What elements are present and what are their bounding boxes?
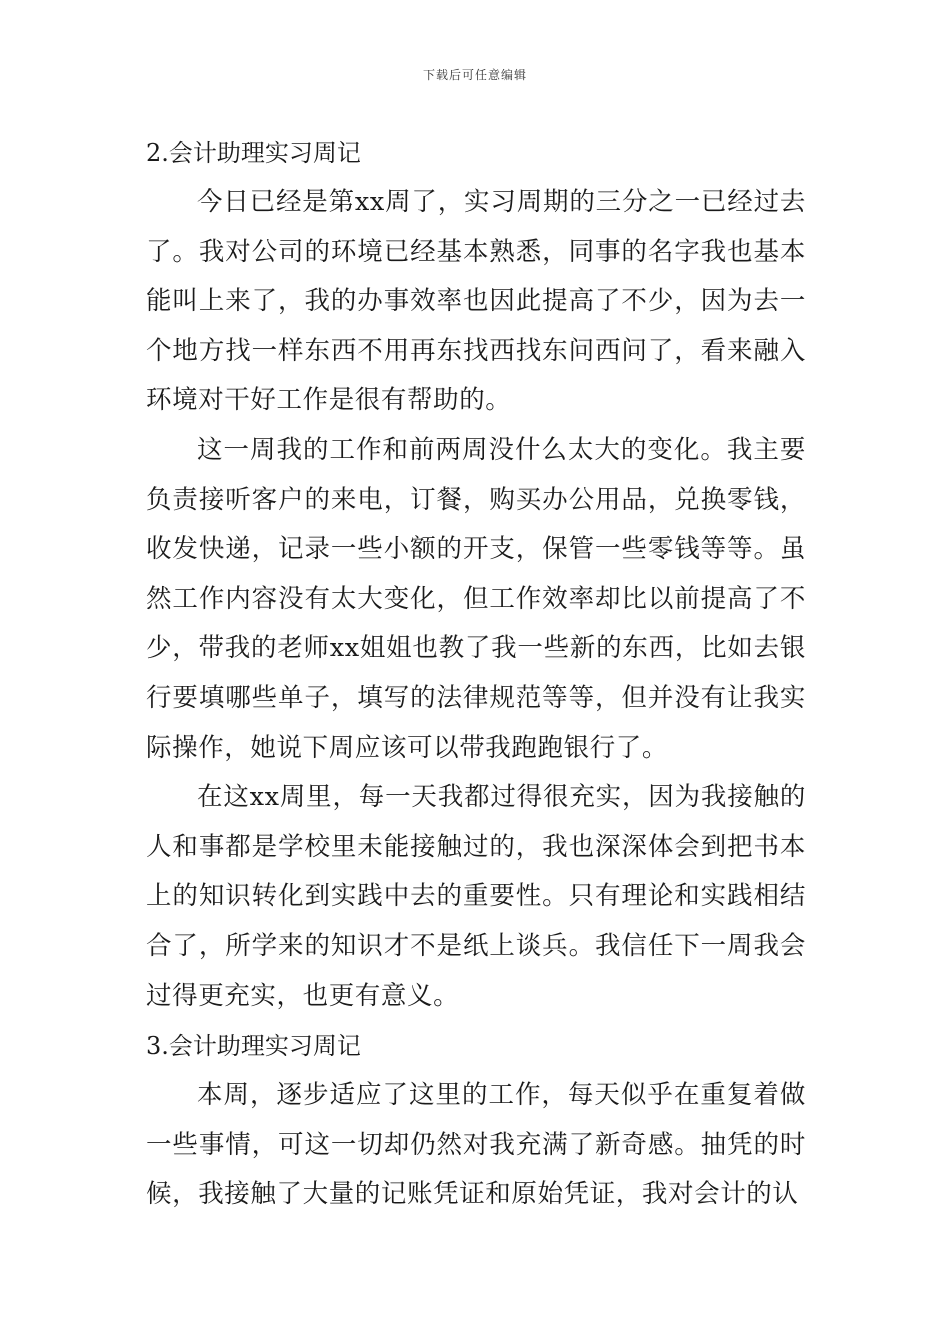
section-title: 2.会计助理实习周记 (146, 139, 361, 167)
section-title: 3.会计助理实习周记 (146, 1032, 361, 1061)
paragraph: 今日已经是第xx周了，实习周期的三分之一已经过去了。我对公司的环境已经基本熟悉，同事的名字我也基本能叫上来了，我的办事效率也因此提高了不少，因为去一个地方找一样东西不用再东找西找东问西问了，看来融入环境对干好工作是很有帮助的。 (146, 187, 806, 416)
header-note: 下载后可任意编辑 (422, 68, 527, 82)
paragraph: 在这xx周里，每一天我都过得很充实，因为我接触的人和事都是学校里未能接触过的，我也深深体会到把书本上的知识转化到实践中去的重要性。只有理论和实践相结合了，所学来的知识才不是纸上谈兵。我信任下一周我会过得更充实，也更有意义。 (146, 782, 806, 1011)
paragraph: 这一周我的工作和前两周没什么太大的变化。我主要负责接听客户的来电，订餐，购买办公用品，兑换零钱，收发快递，记录一些小额的开支，保管一些零钱等等。虽然工作内容没有太大变化，但工作效率却比以前提高了不少，带我的老师xx姐姐也教了我一些新的东西，比如去银行要填哪些单子，填写的法律规范等等，但并没有让我实际操作，她说下周应该可以带我跑跑银行了。 (146, 434, 806, 763)
document-body (146, 128, 806, 1220)
paragraph: 本周，逐步适应了这里的工作，每天似乎在重复着做一些事情，可这一切却仍然对我充满了新奇感。抽凭的时候，我接触了大量的记账凭证和原始凭证，我对会计的认 (146, 1080, 806, 1210)
